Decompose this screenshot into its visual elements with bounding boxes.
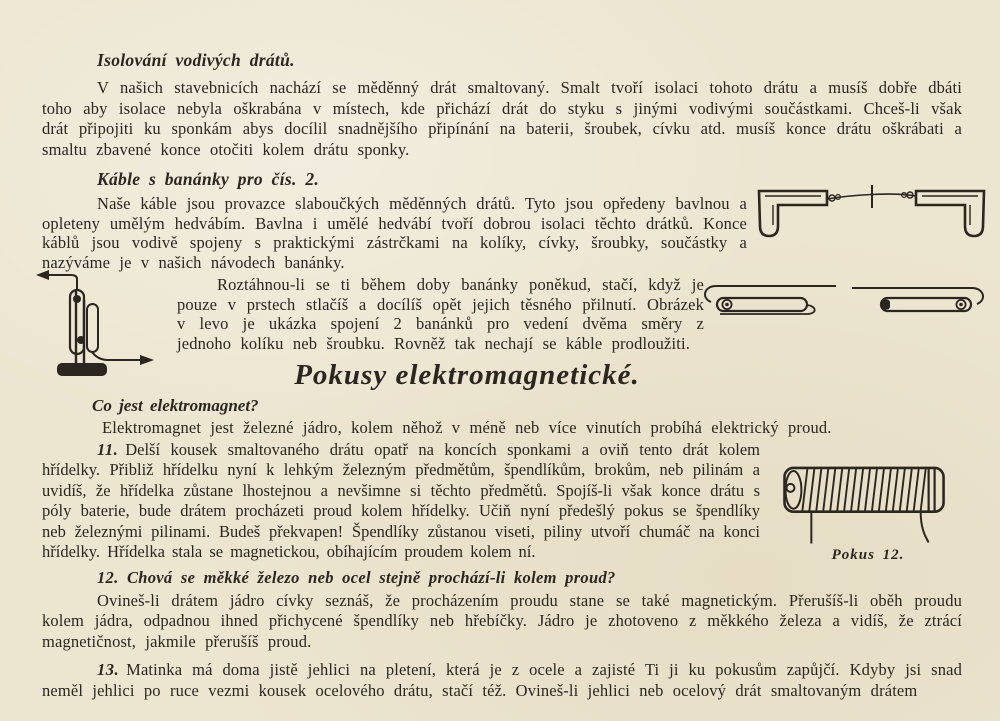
page-title: Pokusy elektromagnetické. — [294, 359, 640, 391]
paragraph-kable: Naše káble jsou provazce slaboučkých měděnných drátů. Tyto jsou opředeny bavlnou a opleteny umělým hedvábím. Bavlna i umělé hedvábí tvoří dobrou isolaci těchto drátků. Konce káblů jsou vodivě spojeny s praktickými zástrčkami na kolíky, cívky, šroubky, součástky a nazýváme je v našich návodech banánky. — [42, 194, 747, 272]
section-heading-experiment-12: 12. Chová se měkké železo neb ocel stejně prochází-li kolem proud? — [97, 567, 616, 587]
corner-clips-illustration — [748, 178, 995, 242]
plugs-on-peg-illustration — [30, 256, 162, 382]
coil-figure — [774, 462, 962, 566]
experiment-13-text: Matinka má doma jistě jehlici na pletení, která je z ocele a zajisté Ti ji ku pokusům zapůjčí. Kdyby jsi snad neměl jehlici po ruce vezmi kousek ocelového drátu, stačí též. Ovineš-li jehlici neb ocelový drát smaltovaným drátem — [42, 660, 962, 700]
figure-caption-pokus-12: Pokus 12. — [831, 547, 905, 563]
experiment-11-text: Delší kousek smaltovaného drátu opatř na koncích sponkami a oviň tento drát kolem hřídelky. Přibliž hřídelku nyní k lehkým železným předmětům, špendlíkům, brokům, neb pilinám a uvidíš, že hřídelka zůstane lhostejnou a nevšimne si těchto předmětů. Spojíš-li však konce drátu s póly baterie, bude drátem procházeti proud kolem hřídelky. Učiň nyní předešlý pokus se špendlíky neb železnými pilinami. Budeš překvapen! Špendlíky zůstanou viseti, piliny utvoří chumáč na konci hřídelky. Hřídelka stala se magnetickou, obíhajícím proudem kolem ní. — [42, 439, 760, 561]
experiment-13-number: 13. — [97, 660, 120, 679]
experiment-11-number: 11. — [97, 439, 119, 459]
banana-cables-illustration — [694, 276, 994, 326]
paragraph-elektromagnet-definition: Elektromagnet jest železné jádro, kolem něhož v méně neb více vinutích probíhá elektrický proud. — [102, 418, 832, 437]
coil-illustration — [777, 462, 959, 546]
section-heading-isolovani: Isolování vodivých drátů. — [97, 50, 295, 70]
paragraph-experiment-12: Ovineš-li drátem jádro cívky seznáš, že procházením proudu stane se také magnetickým. Přerušíš-li oběh proudu kolem jádra, odpadnou ihned přichycené špendlíky neb hřebíčky. Jádro je zhotoveno z měkkého železa a vidíš, že ztrácí magnetičnost, jakmile přerušíš proud. — [42, 590, 962, 651]
paragraph-experiment-13 — [42, 660, 962, 701]
paragraph-isolovani: V našich stavebnicích nachází se měděnný drát smaltovaný. Smalt tvoří isolaci tohoto drátu a musíš dobře dbáti toho aby isolace nebyla oškrabána v místech, kde přichází drát do styku s jinými vodivými součástkami. Chceš-li však drát připojiti ku sponkám abys docílil snadnějšího připínání na baterii, šroubek, cívku atd. musíš konce drátu oškrábati a smaltu zbavené konce otočiti kolem drátu sponky. — [42, 78, 962, 159]
paragraph-roztahnou: Roztáhnou-li se ti během doby banánky poněkud, stačí, když je pouze v prstech stlačíš a docílíš opět jejich těsného přilnutí. Obrázek v levo je ukázka spojení 2 banánků pro vedení dvěma směry z jednoho kolíku neb šroubku. Rovněž tak nechají se káble prodloužiti. — [177, 275, 704, 353]
question-heading: Co jest elektromagnet? — [92, 396, 259, 415]
paragraph-experiment-11 — [42, 440, 962, 563]
section-heading-kable: Káble s banánky pro čís. 2. — [97, 169, 320, 189]
